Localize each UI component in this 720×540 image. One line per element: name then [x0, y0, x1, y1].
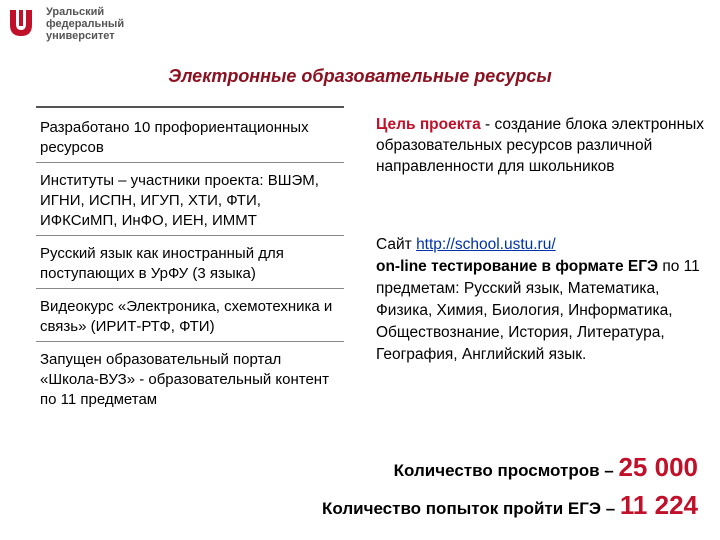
testing-text: по 11 предметам: Русский язык, Математика, Физика, Химия, Биология, Информатика, Обществознание, История, Литература, География, Английский язык. [376, 258, 700, 363]
views-value: 25 000 [618, 452, 698, 482]
site-link[interactable]: http://school.ustu.ru/ [416, 236, 556, 253]
views-stat [394, 452, 698, 483]
logo-line-2: федеральный [46, 18, 125, 30]
views-label: Количество просмотров – [393, 461, 619, 480]
achievements-list [36, 106, 344, 414]
slide-title: Электронные образовательные ресурсы [168, 66, 552, 86]
urfu-emblem-icon [8, 8, 34, 38]
achievement-item: Запущен образовательный портал «Школа-ВУЗ» - образовательный контент по 11 предметам [36, 341, 344, 414]
goal-text: - создание блока электронных образовательных ресурсов различной направленности для школьников [376, 116, 705, 175]
logo-text [46, 6, 124, 42]
achievement-item: Русский язык как иностранный для поступающих в УрФУ (3 языка) [36, 235, 344, 288]
achievement-item: Институты – участники проекта: ВШЭМ, ИГНИ, ИСПН, ИГУП, ХТИ, ФТИ, ИФКСиМП, ИнФО, ИЕН, ИММТ [36, 162, 344, 235]
goal-label: Цель проекта [376, 116, 481, 133]
urfu-logo [4, 2, 134, 44]
testing-bold-text: on-line тестирование в формате ЕГЭ [376, 258, 659, 275]
achievement-item: Видеокурс «Электроника, схемотехника и связь» (ИРИТ-РТФ, ФТИ) [36, 288, 344, 341]
attempts-label: Количество попыток пройти ЕГЭ – [321, 499, 620, 518]
achievement-item: Разработано 10 профориентационных ресурсов [36, 106, 344, 162]
site-prefix: Сайт [376, 236, 417, 253]
site-description [376, 234, 712, 366]
attempts-stat [322, 490, 698, 521]
logo-line-3: университет [46, 30, 115, 42]
logo-line-1: Уральский [46, 6, 105, 18]
attempts-value: 11 224 [619, 490, 698, 520]
project-goal [376, 114, 706, 177]
